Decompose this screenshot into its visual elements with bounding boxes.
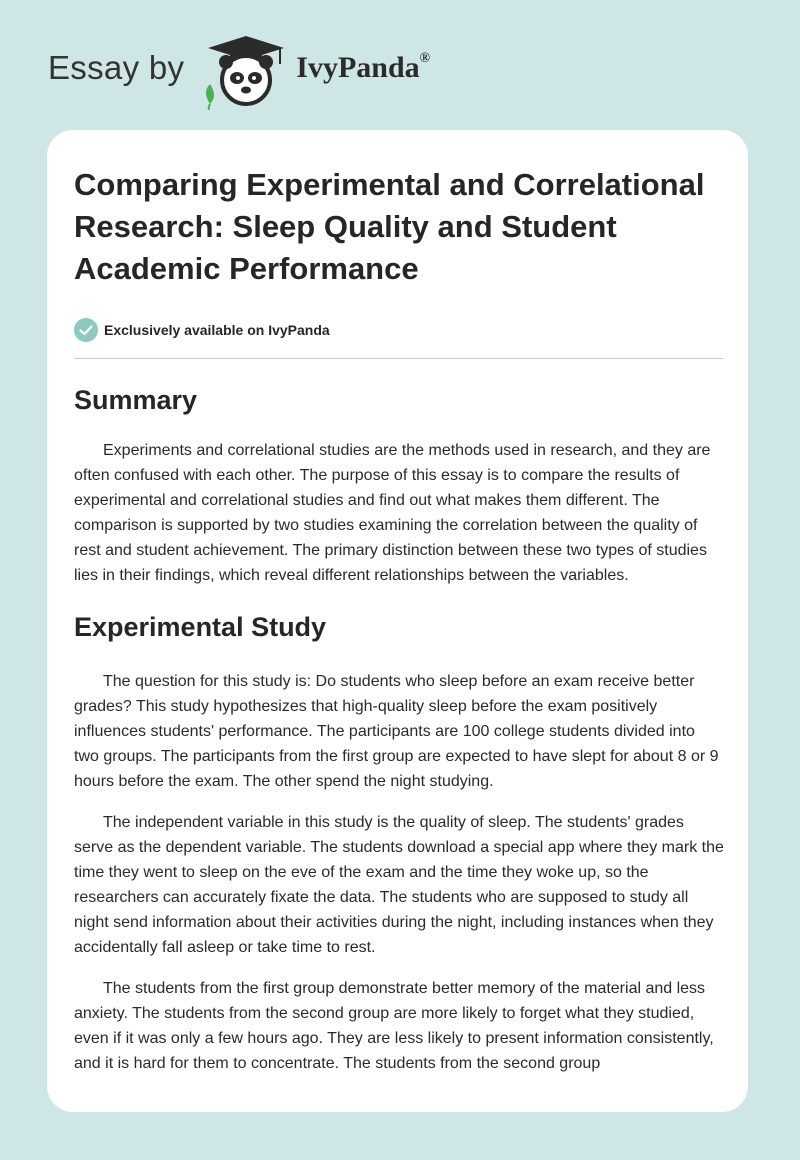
exclusive-label: Exclusively available on IvyPanda <box>104 322 330 338</box>
paragraph: The students from the first group demonstrate better memory of the material and less anxiety. The students from the second group are more likely to forget what they studied, even if it was only a few hours ago. They are less likely to present information consistently, and it is hard for them to concentrate. The students from the second group <box>74 980 714 1072</box>
exclusive-badge <box>74 318 724 342</box>
divider <box>74 358 724 359</box>
paragraph: The independent variable in this study is the quality of sleep. The students' grades serve as the dependent variable. The students download a special app where they mark the time they went to sleep on the eve of the exam and the time they woke up, so the researchers can accurately fixate the data. The students who are supposed to study all night send information about their activities during the night, including instances when they accidentally fall asleep or take time to rest. <box>74 814 724 956</box>
essay-by-label: Essay by <box>48 49 185 86</box>
essay-card <box>47 130 748 1112</box>
brand-name: IvyPanda® <box>296 51 431 84</box>
check-badge-icon <box>74 318 98 342</box>
brand-header <box>48 34 430 110</box>
ivypanda-logo-icon <box>200 34 292 110</box>
paragraph: Experiments and correlational studies are the methods used in research, and they are often confused with each other. The purpose of this essay is to compare the results of experimental and correlational studies and find out what makes them different. The comparison is supported by two studies examining the correlation between the quality of rest and student achievement. The primary distinction between these two types of studies lies in their findings, which reveal different relationships between the variables. <box>74 442 711 584</box>
registered-mark: ® <box>419 51 431 66</box>
page-title: Comparing Experimental and Correlational Research: Sleep Quality and Student Academic Performance <box>74 167 705 286</box>
section-heading-summary: Summary <box>74 385 198 415</box>
paragraph: The question for this study is: Do students who sleep before an exam receive better grades? This study hypothesizes that high-quality sleep before the exam positively influences students' performance. The participants are 100 college students divided into two groups. The participants from the first group are expected to have slept for about 8 or 9 hours before the exam. The other spend the night studying. <box>74 673 719 790</box>
section-heading-experimental-study: Experimental Study <box>74 612 327 642</box>
